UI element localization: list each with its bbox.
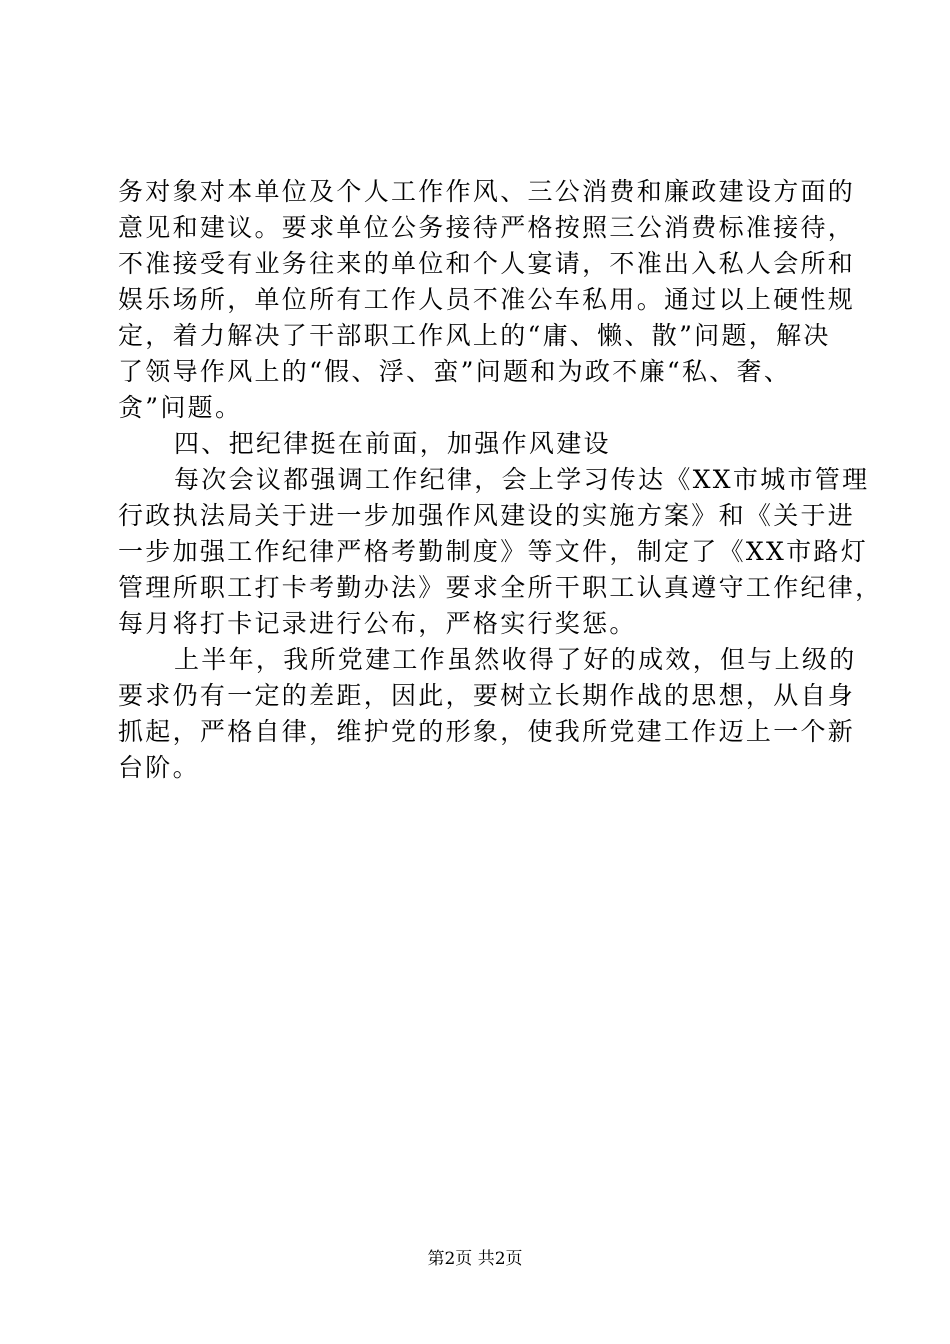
text-line: 抓起，严格自律，维护党的形象，使我所党建工作迈上一个新 — [118, 717, 856, 746]
text-line: 要求仍有一定的差距，因此，要树立长期作战的思想，从自身 — [118, 681, 856, 710]
text-line: 不准接受有业务往来的单位和个人宴请，不准出入私人会所和 — [118, 249, 856, 278]
page-footer — [0, 1244, 950, 1269]
section-heading — [118, 426, 838, 462]
paragraph-discipline — [118, 462, 883, 642]
text-line: 务对象对本单位及个人工作作风、三公消费和廉政建设方面的 — [118, 177, 856, 206]
paragraph-continuation — [118, 174, 856, 426]
text-line: 贪”问题。 — [118, 393, 243, 422]
document-body — [118, 174, 883, 786]
text-line: 娱乐场所，单位所有工作人员不准公车私用。通过以上硬性规 — [118, 285, 856, 314]
page-number-label: 第2页 共2页 — [427, 1249, 523, 1269]
text-line: 上半年，我所党建工作虽然收得了好的成效，但与上级的 — [174, 645, 857, 674]
text-line: 意见和建议。要求单位公务接待严格按照三公消费标准接待， — [118, 213, 856, 242]
text-line: 每次会议都强调工作纪律，会上学习传达《XX市城市管理 — [174, 465, 870, 494]
paragraph-summary — [118, 642, 857, 786]
text-line: 管理所职工打卡考勤办法》要求全所干职工认真遵守工作纪律， — [118, 573, 883, 602]
text-line: 了领导作风上的“假、浮、蛮”问题和为政不廉“私、奢、 — [118, 357, 792, 386]
section-heading-text: 四、把纪律挺在前面，加强作风建设 — [174, 429, 611, 458]
text-line: 台阶。 — [118, 753, 200, 782]
text-line: 一步加强工作纪律严格考勤制度》等文件，制定了《XX市路灯 — [118, 537, 868, 566]
text-line: 行政执法局关于进一步加强作风建设的实施方案》和《关于进 — [118, 501, 856, 530]
text-line: 每月将打卡记录进行公布，严格实行奖惩。 — [118, 609, 637, 638]
text-line: 定，着力解决了干部职工作风上的“庸、懒、散”问题，解决 — [118, 321, 831, 350]
